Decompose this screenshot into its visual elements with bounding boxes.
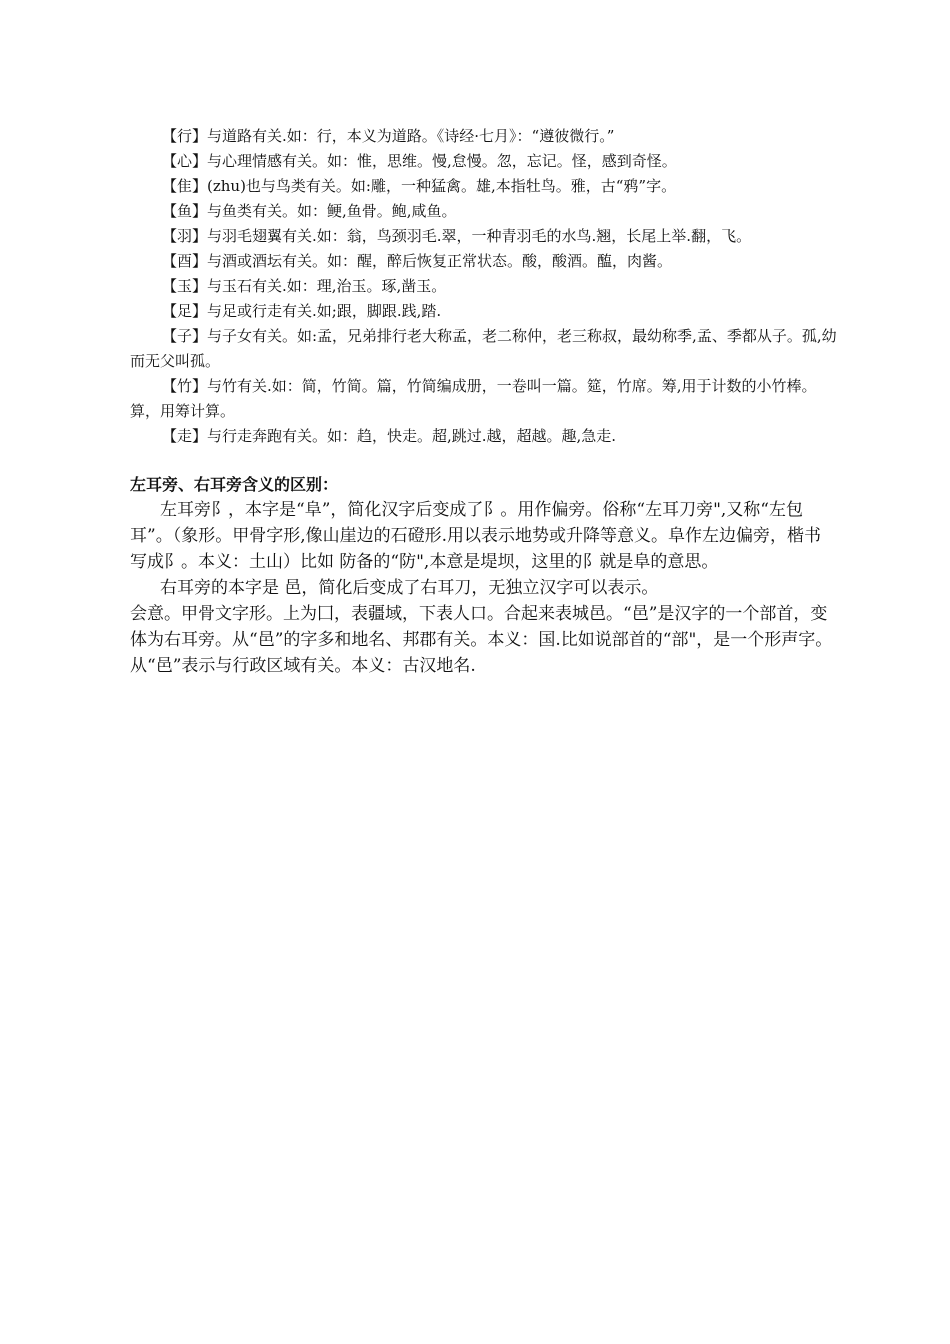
radical-entry-yu-fish: 【鱼】与鱼类有关。如：鲠,鱼骨。鲍,咸鱼。	[162, 202, 457, 220]
radical-entry-zhui: 【隹】(zhu)也与鸟类有关。如:雕，一种猛禽。雄,本指牡鸟。雅，古“鸦”字。	[162, 177, 677, 195]
left-ear-paragraph: 左耳旁阝，本字是“阜”，简化汉字后变成了阝。用作偏旁。俗称“左耳刀旁",又称“左包耳”。（象形。甲骨字形,像山崖边的石磴形.用以表示地势或升降等意义。阜作左边偏旁，楷书写成阝。本义：土山）比如 防备的“防",本意是堤坝，这里的阝就是阜的意思。	[130, 500, 821, 572]
yi-definition-paragraph: 会意。甲骨文字形。上为囗，表疆域，下表人口。合起来表城邑。“邑”是汉字的一个部首，变体为右耳旁。从“邑”的字多和地名、邦郡有关。本义：国.比如说部首的“部"，是一个形声字。从“邑”表示与行政区域有关。本义：古汉地名.	[130, 604, 833, 676]
radical-entry-yu-feather: 【羽】与羽毛翅翼有关.如：翁，鸟颈羽毛.翠，一种青羽毛的水鸟.翘，长尾上举.翻，飞。	[162, 227, 752, 245]
right-ear-paragraph: 右耳旁的本字是 邑，简化后变成了右耳刀，无独立汉字可以表示。	[160, 578, 659, 598]
section-body	[130, 497, 835, 679]
section-heading: 左耳旁、右耳旁含义的区别：	[130, 475, 339, 494]
radical-entry-xin: 【心】与心理情感有关。如：惟，思维。慢,怠慢。忽，忘记。怪，感到奇怪。	[162, 152, 677, 170]
radical-list	[130, 124, 840, 449]
radical-entry-yu-jade: 【玉】与玉石有关.如：理,治玉。琢,凿玉。	[162, 277, 447, 295]
radical-entry-xing: 【行】与道路有关.如：行，本义为道路。《诗经·七月》：“遵彼微行。”	[162, 127, 615, 145]
radical-entry-zhu: 【竹】与竹有关.如：简，竹简。篇，竹简编成册，一卷叫一篇。筵，竹席。筹,用于计数的小竹棒。算，用筹计算。	[130, 377, 817, 420]
radical-entry-zou: 【走】与行走奔跑有关。如：趋，快走。超,跳过.越，超越。趣,急走.	[162, 427, 617, 445]
radical-entry-you: 【酉】与酒或酒坛有关。如：醒，醉后恢复正常状态。酸，酸酒。醢，肉酱。	[162, 252, 673, 270]
radical-entry-zi: 【子】与子女有关。如:孟，兄弟排行老大称孟，老二称仲，老三称叔，最幼称季,孟、季都从子。孤,幼而无父叫孤。	[130, 327, 837, 370]
radical-entry-zu: 【足】与足或行走有关.如;跟，脚跟.践,踏.	[162, 302, 442, 320]
